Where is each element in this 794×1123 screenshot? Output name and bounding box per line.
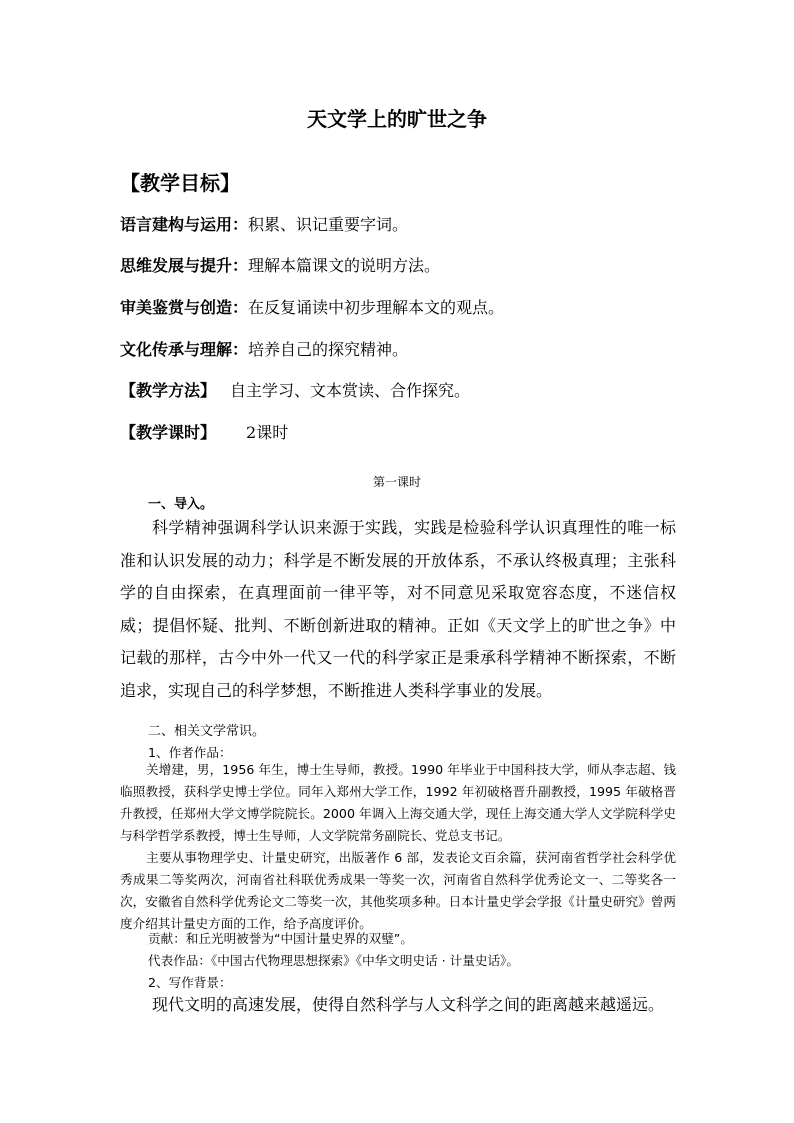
teaching-hours bbox=[120, 420, 288, 443]
goal-item-culture bbox=[120, 337, 408, 360]
goal-label: 思维发展与提升： bbox=[120, 256, 249, 275]
goal-text: 在反复诵读中初步理解本文的观点。 bbox=[248, 298, 505, 317]
background-heading: 2、写作背景： bbox=[148, 975, 232, 990]
goal-label: 审美鉴赏与创造： bbox=[120, 298, 249, 317]
goal-label: 文化传承与理解： bbox=[120, 340, 249, 359]
knowledge-heading: 二、相关文学常识。 bbox=[148, 724, 266, 739]
intro-paragraph: 科学精神强调科学认识来源于实践，实践是检验科学认识真理性的唯一标准和认识发展的动力；科学是不断发展的开放体系，不承认终极真理；主张科学的自由探索，在真理面前一律平等，对不同意见采取宽容态度，不迷信权威；提倡怀疑、批判、不断创新进取的精神。正如《天文学上的旷世之争》中记载的那样，古今中外一代又一代的科学家正是秉承科学精神不断探索，不断追求，实现自己的科学梦想，不断推进人类科学事业的发展。 bbox=[120, 518, 676, 700]
goal-label: 语言建构与运用： bbox=[120, 215, 249, 234]
goal-text: 理解本篇课文的说明方法。 bbox=[248, 256, 441, 275]
teaching-goals-heading: 【教学目标】 bbox=[120, 171, 240, 195]
goal-text: 培养自己的探究精神。 bbox=[248, 340, 409, 359]
teaching-method bbox=[120, 378, 470, 401]
method-text: 自主学习、文本赏读、合作探究。 bbox=[230, 381, 471, 400]
goal-item-thinking bbox=[120, 253, 440, 276]
author-heading: 1、作者作品： bbox=[148, 745, 232, 760]
author-research: 主要从事物理学史、计量史研究，出版著作 6 部，发表论文百余篇，获河南省哲学社会科学优秀成果二等奖两次，河南省社科联优秀成果一等奖一次，河南省自然科学优秀论文一、二等奖各一次，安徽省自然科学优秀论文二等奖一次，其他奖项多种。日本计量史学会学报《计量史研究》曾两度介绍其计量史方面的工作，给予高度评价。 bbox=[120, 850, 676, 931]
author-bio: 关增建，男，1956 年生，博士生导师，教授。1990 年毕业于中国科技大学，师从李志超、钱临照教授，获科学史博士学位。同年入郑州大学工作，1992 年初破格晋升副教授，1995 年破格晋升教授，任郑州大学文博学院院长。2000 年调入上海交通大学，现任上海交通大学人文学院科学史与科学哲学系教授，博士生导师，人文学院常务副院长、党总支书记。 bbox=[120, 762, 676, 843]
author-contribution: 贡献：和丘光明被誉为“中国计量史界的双璧”。 bbox=[148, 931, 413, 946]
hours-text: 2课时 bbox=[246, 423, 289, 442]
lesson-title: 第一课时 bbox=[372, 475, 421, 489]
goal-item-language bbox=[120, 212, 408, 235]
method-label: 【教学方法】 bbox=[120, 381, 217, 400]
hours-label: 【教学课时】 bbox=[120, 423, 217, 442]
document-title: 天文学上的旷世之争 bbox=[307, 107, 487, 131]
intro-heading: 一、导入。 bbox=[148, 497, 214, 512]
goal-item-aesthetic bbox=[120, 295, 504, 318]
background-text: 现代文明的高速发展，使得自然科学与人文科学之间的距离越来越遥远。 bbox=[152, 995, 665, 1014]
goal-text: 积累、识记重要字词。 bbox=[248, 215, 409, 234]
author-works: 代表作品：《中国古代物理思想探索》《中华文明史话 · 计量史话》。 bbox=[148, 953, 519, 968]
